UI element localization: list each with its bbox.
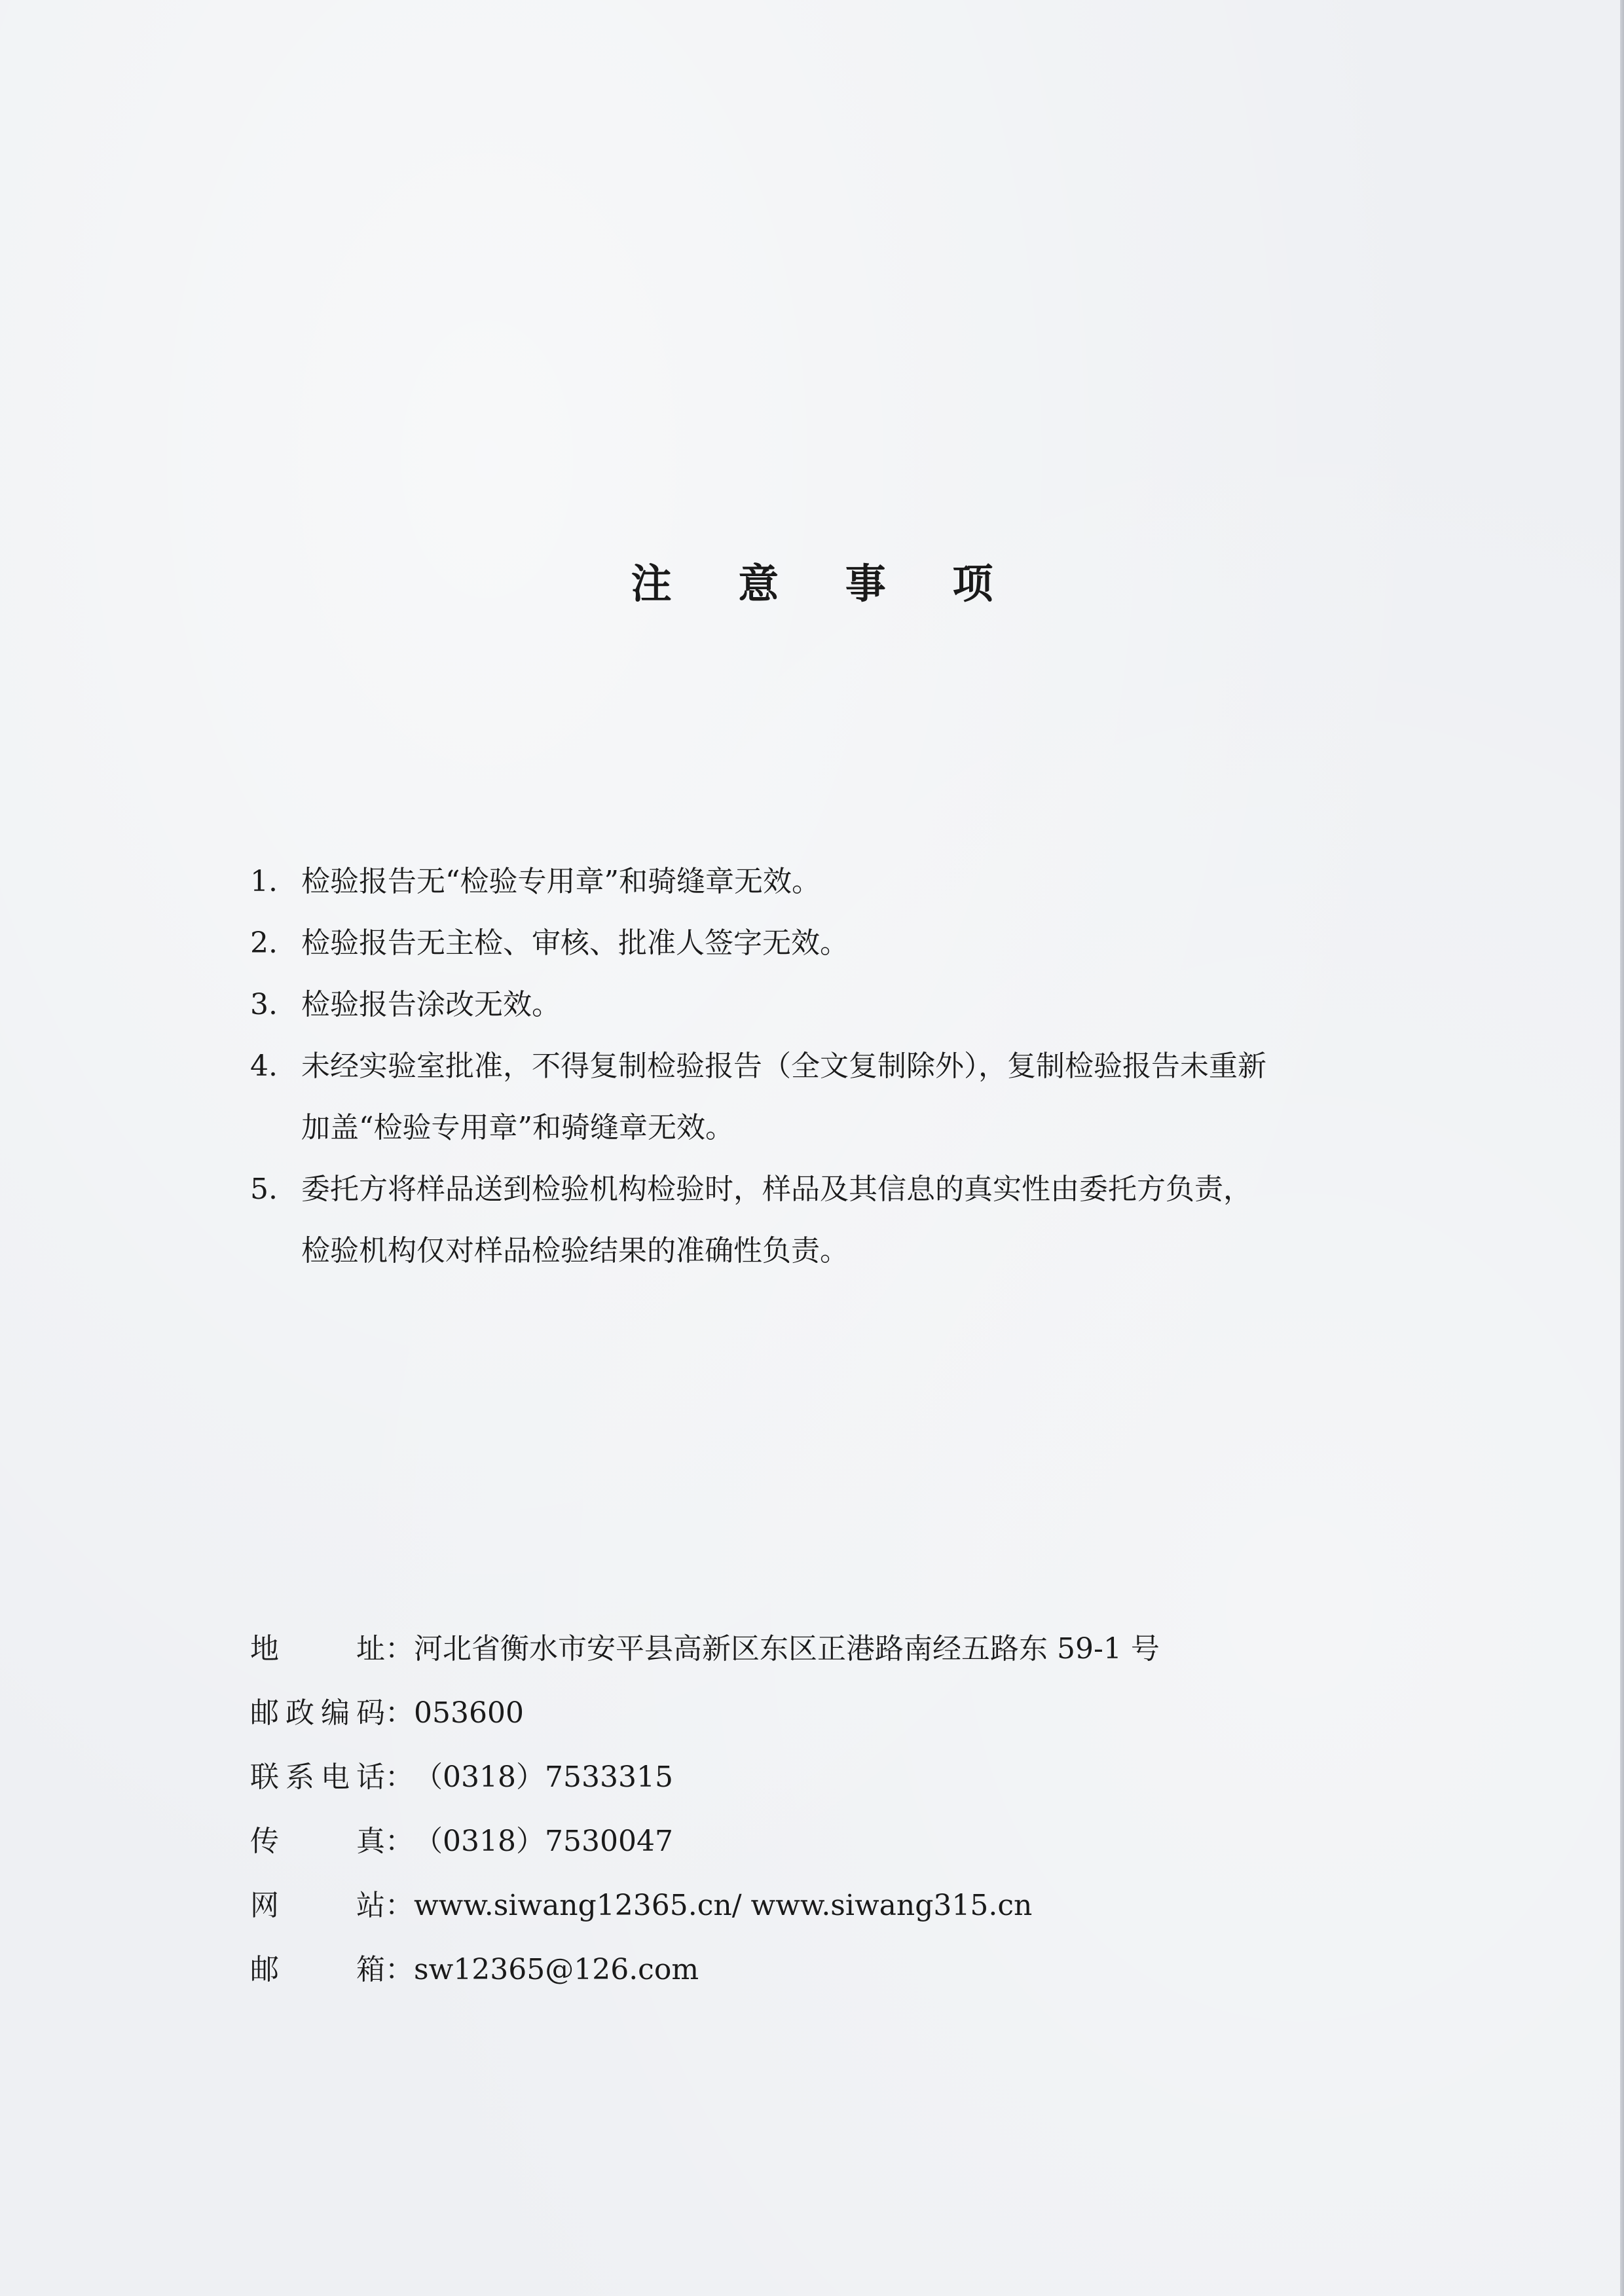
note-number: 4. xyxy=(250,1049,278,1083)
note-number: 1. xyxy=(250,865,278,898)
postcode-value: 053600 xyxy=(414,1696,524,1730)
website-value[interactable]: www.siwang12365.cn/ www.siwang315.cn xyxy=(414,1889,1033,1922)
note-item xyxy=(250,1159,1403,1282)
address-value: 河北省衡水市安平县高新区东区正港路南经五路东 59-1 号 xyxy=(414,1632,1160,1666)
note-text: 检验报告无主检、审核、批准人签字无效。 xyxy=(301,926,849,960)
website-label: 网 站 xyxy=(250,1889,385,1922)
fax-row xyxy=(250,1810,1429,1874)
label-separator: ： xyxy=(385,1696,414,1730)
note-number: 3. xyxy=(250,988,278,1021)
note-number: 2. xyxy=(250,926,278,960)
note-item xyxy=(250,1036,1403,1159)
notes-list xyxy=(250,851,1403,1282)
postcode-row xyxy=(250,1681,1429,1745)
scan-edge xyxy=(1620,0,1624,2296)
note-text: 检验报告涂改无效。 xyxy=(301,988,561,1021)
note-item xyxy=(250,974,1403,1036)
phone-label: 联系电话 xyxy=(250,1760,385,1794)
note-text: 检验报告无“检验专用章”和骑缝章无效。 xyxy=(301,865,821,898)
email-value[interactable]: sw12365@126.com xyxy=(414,1953,699,1986)
phone-value: （0318）7533315 xyxy=(414,1760,673,1794)
note-item xyxy=(250,913,1403,974)
label-separator: ： xyxy=(385,1889,414,1922)
fax-value: （0318）7530047 xyxy=(414,1825,673,1858)
address-row xyxy=(250,1617,1429,1681)
contact-block xyxy=(250,1617,1429,2002)
note-text-continued: 检验机构仅对样品检验结果的准确性负责。 xyxy=(301,1234,849,1267)
note-item xyxy=(250,851,1403,913)
note-text: 委托方将样品送到检验机构检验时，样品及其信息的真实性由委托方负责， xyxy=(301,1173,1252,1206)
website-row xyxy=(250,1874,1429,1938)
fax-label: 传 真 xyxy=(250,1825,385,1858)
postcode-label: 邮政编码 xyxy=(250,1696,385,1730)
note-number: 5. xyxy=(250,1173,278,1206)
note-text-continued: 加盖“检验专用章”和骑缝章无效。 xyxy=(301,1111,734,1144)
page-title: 注 意 事 项 xyxy=(631,560,1020,608)
email-row xyxy=(250,1938,1429,2002)
email-label: 邮 箱 xyxy=(250,1953,385,1986)
phone-row xyxy=(250,1745,1429,1810)
label-separator: ： xyxy=(385,1760,414,1794)
note-text: 未经实验室批准，不得复制检验报告（全文复制除外），复制检验报告未重新 xyxy=(301,1049,1266,1083)
address-label: 地 址 xyxy=(250,1632,385,1666)
label-separator: ： xyxy=(385,1825,414,1858)
label-separator: ： xyxy=(385,1953,414,1986)
label-separator: ： xyxy=(385,1632,414,1666)
